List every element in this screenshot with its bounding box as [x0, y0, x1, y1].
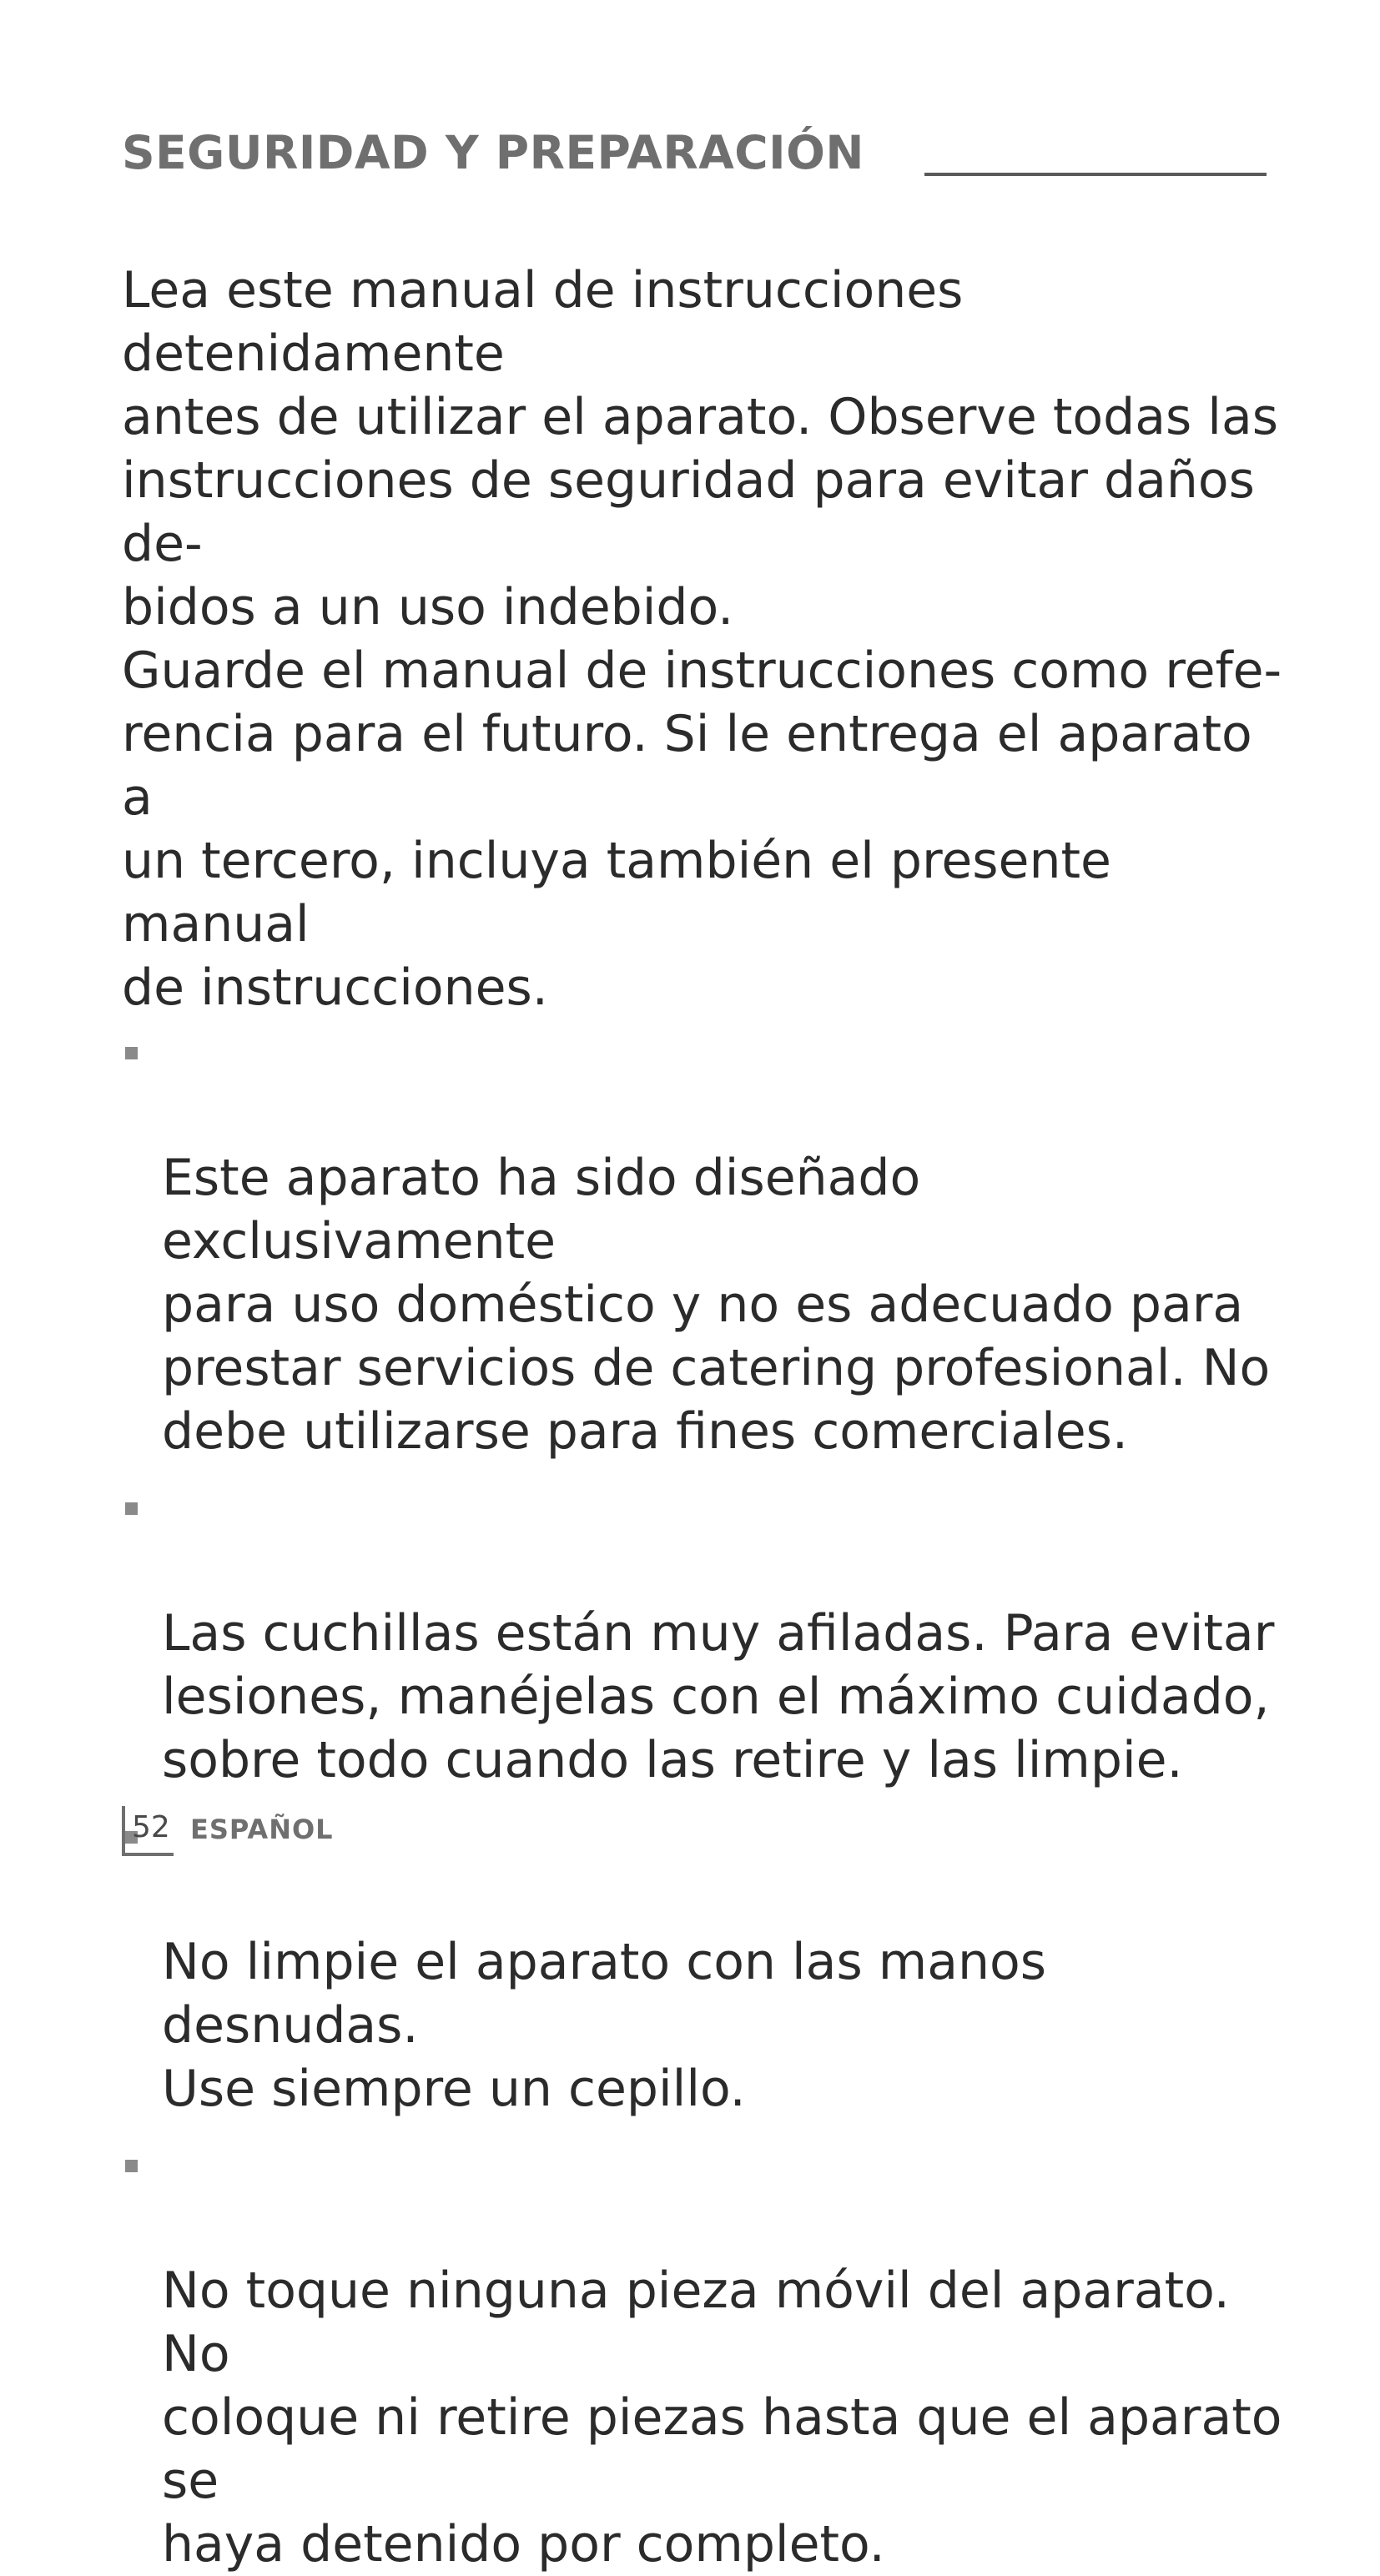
bullet-square-icon [125, 1047, 138, 1059]
list-item [122, 2132, 1290, 2576]
title-rule [924, 173, 1267, 176]
page-number: 52 [132, 1810, 170, 1844]
safety-list [122, 1019, 1290, 2576]
section-header [122, 119, 1268, 186]
intro-paragraph-2: Guarde el manual de instrucciones como refe- rencia para el futuro. Si le entrega el aparato a un tercero, incluya también el presente manual de instrucciones. [122, 641, 1282, 1017]
list-item [122, 1475, 1290, 1792]
bullet-square-icon [125, 1502, 138, 1515]
bullet-square-icon [125, 2160, 138, 2172]
section-title: SEGURIDAD Y PREPARACIÓN [122, 126, 864, 179]
list-item-text: No limpie el aparato con las manos desnudas. Use siempre un cepillo. [162, 1933, 1046, 2118]
list-item [122, 1019, 1290, 1463]
list-item-text: Este aparato ha sido diseñado exclusivamente para uso doméstico y no es adecuado para prestar servicios de catering profesional. No debe utilizarse para fines comerciales. [162, 1149, 1271, 1461]
list-item-text: Las cuchillas están muy afiladas. Para evitar lesiones, manéjelas con el máximo cuidado, sobre todo cuando las retire y las limpie. [162, 1604, 1275, 1789]
footer-language: ESPAÑOL [190, 1814, 334, 1845]
page-content [122, 259, 1290, 2576]
list-item-text: No toque ninguna pieza móvil del aparato. No coloque ni retire piezas hasta que el aparato se haya detenido por completo. [162, 2262, 1282, 2573]
intro-paragraph-1: Lea este manual de instrucciones detenidamente antes de utilizar el aparato. Observe todas las instrucciones de seguridad para evitar daños de- bidos a un uso indebido. [122, 261, 1279, 636]
page-footer [122, 1806, 456, 1859]
